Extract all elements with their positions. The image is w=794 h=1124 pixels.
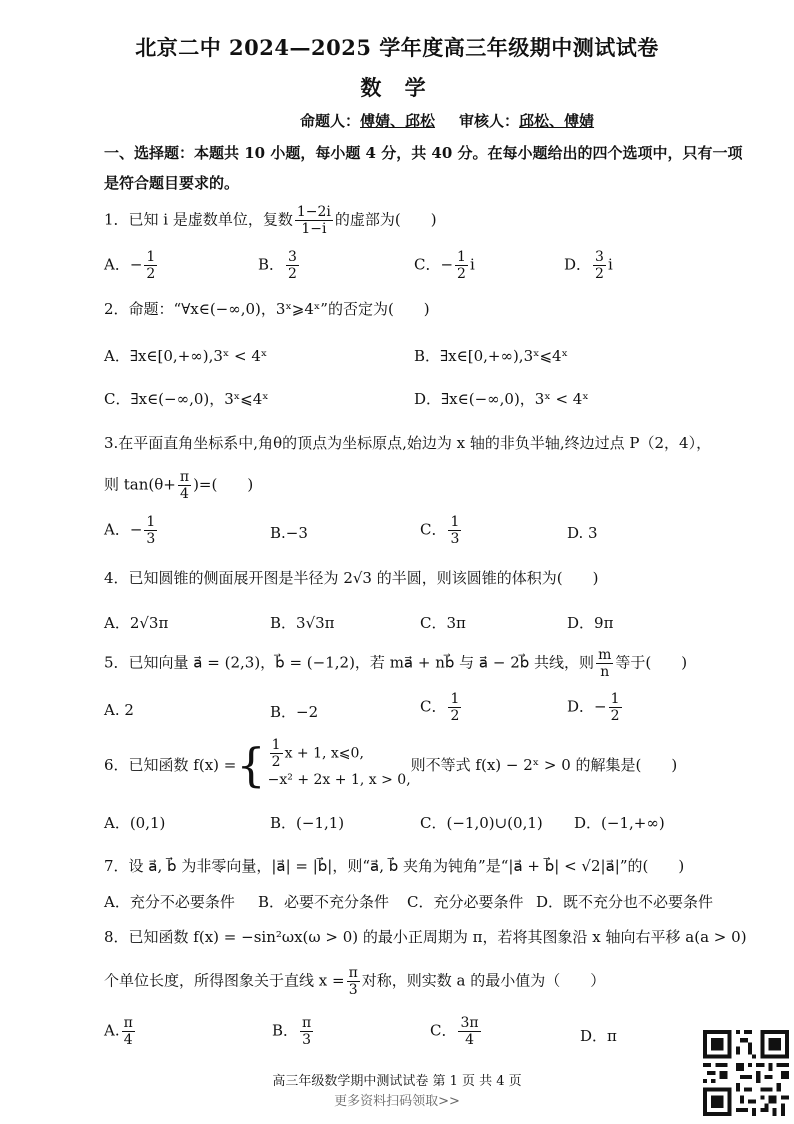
subject-heading: 数 学 [360, 75, 434, 100]
q1-option-d: D． $\frac{3}{2}$ i [564, 249, 613, 282]
question-1-stem [104, 205, 437, 236]
question-2-stem: 2．命题：“∀x∈(−∞,0)，3ˣ⩾4ˣ”的否定为( ) [104, 300, 430, 318]
q6-option-c: C．(−1,0)∪(0,1) [420, 814, 543, 832]
q1-option-b: B． $\frac{3}{2}$ [258, 249, 297, 282]
q7-option-a: A．充分不必要条件 [104, 893, 235, 911]
q1-option-a: A．− $\frac{1}{2}$ [104, 249, 156, 282]
q6-option-d: D．(−1,+∞) [574, 814, 665, 832]
q2-option-b: B．∃x∈[0,+∞),3ˣ⩽4ˣ [414, 347, 568, 365]
q2-option-a: A．∃x∈[0,+∞),3ˣ < 4ˣ [104, 347, 268, 365]
q3-option-c: C． $\frac{1}{3}$ [420, 514, 460, 547]
q3-option-a: A．− $\frac{1}{3}$ [104, 514, 156, 547]
q1-option-c: C．− $\frac{1}{2}$ i [414, 249, 475, 282]
q8-option-c: C． $\frac{3\pi}{4}$ [430, 1015, 479, 1048]
q2-option-c: C．∃x∈(−∞,0)，3ˣ⩽4ˣ [104, 390, 269, 408]
q4-option-b: B．3√3π [270, 614, 335, 632]
question-8-line2: 个单位长度，所得图象关于直线 x = $\frac{\pi}{3}$ 对称，则实数 a 的最小值为（ ） [104, 965, 606, 998]
q1-stem-text: 1．已知 i 是虚数单位，复数 [104, 210, 293, 229]
q7-option-b: B．必要不充分条件 [258, 893, 390, 911]
question-6-stem: 6．已知函数 f(x) ={ $\frac{1}{2}$ x + 1, x⩽0, −x² + 2x + 1, x > 0, 则不等式 f(x) − 2ˣ > 0 的解集是( ) [104, 737, 678, 792]
question-3-stem: 3.在平面直角坐标系中,角θ的顶点为坐标原点,始边为 x 轴的非负半轴,终边过点 P（2，4）， [104, 434, 712, 452]
question-4-stem: 4．已知圆锥的侧面展开图是半径为 2√3 的半圆，则该圆锥的体积为( ) [104, 569, 599, 587]
question-5-stem: 5．已知向量 a⃗ = (2,3)，b⃗ = (−1,2)，若 ma⃗ + nb⃗ 与 a⃗ − 2b⃗ 共线，则 $\frac{m}{n}$ 等于( ) [104, 647, 688, 680]
reviewer-label: 审核人： [459, 112, 520, 130]
question-8-stem: 8．已知函数 f(x) = −sin²ωx(ω > 0) 的最小正周期为 π，若将其图象沿 x 轴向右平移 a(a > 0) [104, 928, 747, 946]
q7-option-d: D．既不充分也不必要条件 [536, 893, 714, 911]
q5-option-c: C． $\frac{1}{2}$ [420, 691, 460, 724]
q6-option-b: B．(−1,1) [270, 814, 345, 832]
exam-title: 北京二中 2024—2025 学年度高三年级期中测试试卷 [135, 35, 659, 60]
page-footer: 高三年级数学期中测试试卷 第 1 页 共 4 页 [272, 1074, 522, 1089]
authors-line [300, 110, 594, 131]
q3-option-d: D. 3 [567, 524, 598, 542]
more-resources-link[interactable]: 更多资料扫码领取>> [334, 1094, 460, 1109]
q8-option-b: B． $\frac{\pi}{3}$ [272, 1015, 312, 1048]
reviewer-names: 邱松、傅婧 [519, 112, 595, 130]
q5-option-a: A. 2 [104, 701, 134, 719]
q2-option-d: D．∃x∈(−∞,0)，3ˣ < 4ˣ [414, 390, 589, 408]
section-instruction: 一、选择题：本题共 10 小题，每小题 4 分，共 40 分。在每小题给出的四个选项中，只有一项是符合题目要求的。 [104, 144, 743, 192]
q1-stem-end: 的虚部为( ) [334, 210, 437, 229]
question-3-line2: 则 tan(θ+ $\frac{\pi}{4}$ )=( ) [104, 469, 254, 502]
q7-option-c: C．充分必要条件 [407, 893, 524, 911]
q4-option-d: D．9π [567, 614, 614, 632]
q3-option-b: B.−3 [270, 524, 308, 542]
question-7-stem: 7．设 a⃗, b⃗ 为非零向量，|a⃗| = |b⃗|，则“a⃗, b⃗ 夹角为钝角”是“|a⃗ + b⃗| < √2|a⃗|”的( ) [104, 857, 685, 875]
q8-option-d: D．π [580, 1027, 617, 1045]
q4-option-c: C．3π [420, 614, 466, 632]
q8-option-a: A. $\frac{\pi}{4}$ [104, 1015, 133, 1048]
q6-option-a: A．(0,1) [104, 814, 166, 832]
author-names: 傅婧、邱松 [360, 112, 436, 130]
q6-piecewise: $\frac{1}{2}$ x + 1, x⩽0, −x² + 2x + 1, x > 0, [267, 737, 411, 788]
q5-option-d: D．− $\frac{1}{2}$ [567, 691, 620, 724]
q4-option-a: A．2√3π [104, 614, 169, 632]
author-label: 命题人： [300, 112, 361, 130]
q5-option-b: B．−2 [270, 703, 319, 721]
q1-fraction: $\frac{1-2i}{1-i}$ [296, 204, 331, 237]
